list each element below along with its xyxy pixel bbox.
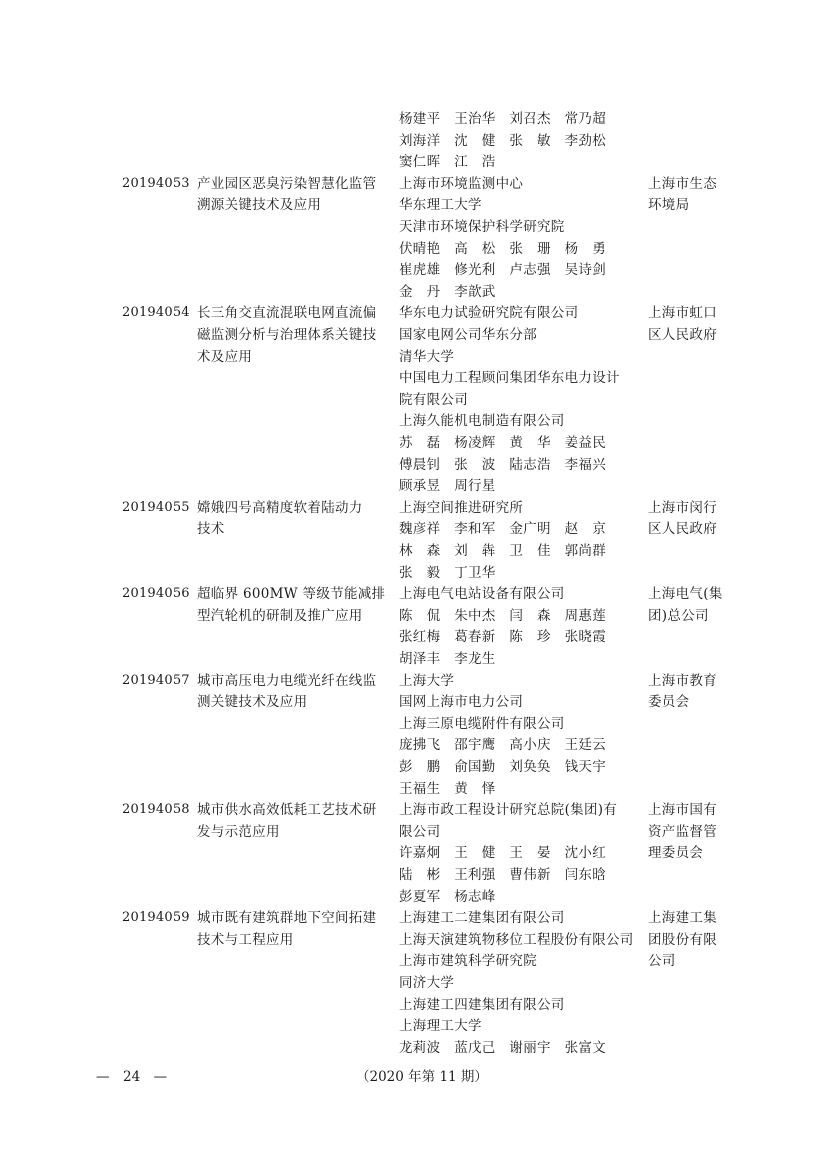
entry-id: 20194058 [122, 802, 190, 818]
entry-recommender-line: 上海市生态 [648, 175, 717, 192]
entry-unit-line: 彭夏军 杨志峰 [399, 888, 496, 905]
entry-recommender-line: 上海市教育 [648, 672, 717, 689]
entry-unit-line: 上海大学 [399, 672, 455, 689]
entry-unit-line: 林 森 刘 犇 卫 佳 郭尚群 [399, 543, 606, 559]
entry-unit-line: 上海市环境监测中心 [399, 175, 524, 192]
entry-recommender-line: 上海建工集 [648, 910, 717, 927]
entry-unit-line: 顾承昱 周行星 [399, 478, 496, 495]
entry-title-line: 技术 [197, 521, 225, 538]
entry-id: 20194059 [122, 910, 190, 926]
entry-unit-line: 陈 侃 朱中杰 闫 森 周惠莲 [399, 607, 606, 624]
entry-id: 20194054 [122, 305, 190, 321]
entry-title-line: 测关键技术及应用 [197, 694, 308, 711]
entry-unit-line: 上海天演建筑物移位工程股份有限公司 [399, 931, 634, 948]
entry-unit-line: 崔虎雄 修光利 卢志强 吴诗剑 [399, 262, 606, 279]
entry-unit-line: 天津市环境保护科学研究院 [399, 219, 565, 235]
entry-unit-line: 上海久能机电制造有限公司 [399, 413, 565, 430]
entry-unit-line: 许嘉炯 王 健 王 晏 沈小红 [399, 845, 606, 862]
entry-unit-line: 限公司 [399, 823, 441, 840]
entry-title-line: 城市高压电力电缆光纤在线监 [197, 672, 377, 689]
entry-id: 20194056 [122, 586, 190, 602]
entry-unit-line: 王福生 黄 怿 [399, 780, 496, 797]
entry-unit-line: 上海三原电缆附件有限公司 [399, 715, 565, 732]
page-number: — 24 — [96, 1069, 168, 1085]
continued-personnel-line: 窦仁晖 江 浩 [399, 154, 496, 171]
entry-title-line: 城市既有建筑群地下空间拓建 [197, 910, 377, 927]
entry-recommender-line: 公司 [648, 953, 676, 970]
entry-unit-line: 苏 磊 杨凌辉 黄 华 姜益民 [399, 435, 606, 451]
entry-title-line: 溯源关键技术及应用 [197, 197, 322, 214]
entry-unit-line: 彭 鹏 俞国勤 刘奂奂 钱天宇 [399, 759, 606, 775]
entry-unit-line: 同济大学 [399, 975, 455, 991]
entry-title-line: 产业园区恶臭污染智慧化监管 [197, 175, 377, 192]
entry-unit-line: 上海理工大学 [399, 1018, 482, 1035]
entry-recommender-line: 团股份有限 [648, 931, 717, 948]
entry-unit-line: 上海建工四建集团有限公司 [399, 996, 565, 1013]
entry-title-line: 磁监测分析与治理体系关键技 [197, 327, 377, 343]
entry-recommender-line: 上海市虹口 [648, 305, 717, 322]
entry-unit-line: 上海电气电站设备有限公司 [399, 586, 565, 603]
entry-unit-line: 上海市建筑科学研究院 [399, 953, 537, 970]
entry-unit-line: 陆 彬 王利强 曹伟新 闫东晗 [399, 867, 606, 883]
entry-recommender-line: 上海市国有 [648, 802, 717, 819]
entry-unit-line: 张红梅 葛春新 陈 珍 张晓霞 [399, 629, 606, 646]
entry-recommender-line: 区人民政府 [648, 327, 717, 343]
entry-unit-line: 伏晴艳 高 松 张 珊 杨 勇 [399, 240, 606, 257]
entry-title-line: 技术与工程应用 [197, 931, 294, 948]
entry-unit-line: 国家电网公司华东分部 [399, 327, 537, 343]
entry-recommender-line: 上海市闵行 [648, 499, 717, 516]
entry-unit-line: 上海建工二建集团有限公司 [399, 910, 565, 927]
entry-unit-line: 胡泽丰 李龙生 [399, 651, 496, 667]
entry-unit-line: 傅晨钊 张 波 陆志浩 李福兴 [399, 456, 606, 473]
entry-unit-line: 上海空间推进研究所 [399, 499, 524, 516]
entry-unit-line: 魏彦祥 李和军 金广明 赵 京 [399, 521, 606, 538]
entry-title-line: 发与示范应用 [197, 823, 280, 840]
entry-unit-line: 张 毅 丁卫华 [399, 564, 496, 581]
entry-unit-line: 华东理工大学 [399, 197, 482, 214]
entry-recommender-line: 团)总公司 [648, 607, 709, 624]
entry-recommender-line: 区人民政府 [648, 521, 717, 538]
entry-unit-line: 上海市政工程设计研究总院(集团)有 [399, 802, 618, 819]
entry-unit-line: 龙莉波 蓝戊己 谢丽宇 张富文 [399, 1039, 606, 1056]
entry-recommender-line: 资产监督管 [648, 823, 717, 840]
entry-unit-line: 院有限公司 [399, 391, 468, 408]
issue-label: （2020 年第 11 期） [356, 1069, 488, 1085]
entry-unit-line: 庞拂飞 邵宇鹰 高小庆 王廷云 [399, 737, 606, 754]
entry-title-line: 城市供水高效低耗工艺技术研 [197, 802, 377, 819]
entry-unit-line: 清华大学 [399, 348, 455, 365]
entry-recommender-line: 环境局 [648, 197, 690, 214]
entry-title-line: 长三角交直流混联电网直流偏 [197, 305, 377, 322]
continued-personnel-line: 杨建平 王治华 刘召杰 常乃超 [399, 111, 606, 127]
entry-unit-line: 金 丹 李歆武 [399, 283, 496, 300]
entry-title-line: 型汽轮机的研制及推广应用 [197, 607, 363, 624]
continued-personnel-line: 刘海洋 沈 健 张 敏 李劲松 [399, 132, 606, 149]
entry-id: 20194053 [122, 175, 190, 191]
entry-id: 20194055 [122, 499, 190, 515]
entry-id: 20194057 [122, 672, 190, 688]
entry-recommender-line: 上海电气(集 [648, 586, 723, 603]
entry-unit-line: 中国电力工程顾问集团华东电力设计 [399, 370, 620, 387]
entry-recommender-line: 理委员会 [648, 845, 704, 862]
entry-recommender-line: 委员会 [648, 694, 690, 711]
entry-title-line: 超临界 600MW 等级节能减排 [197, 586, 386, 603]
entry-unit-line: 华东电力试验研究院有限公司 [399, 305, 579, 322]
entry-title-line: 嫦娥四号高精度软着陆动力 [197, 499, 363, 516]
entry-unit-line: 国网上海市电力公司 [399, 694, 524, 711]
entry-title-line: 术及应用 [197, 348, 253, 365]
